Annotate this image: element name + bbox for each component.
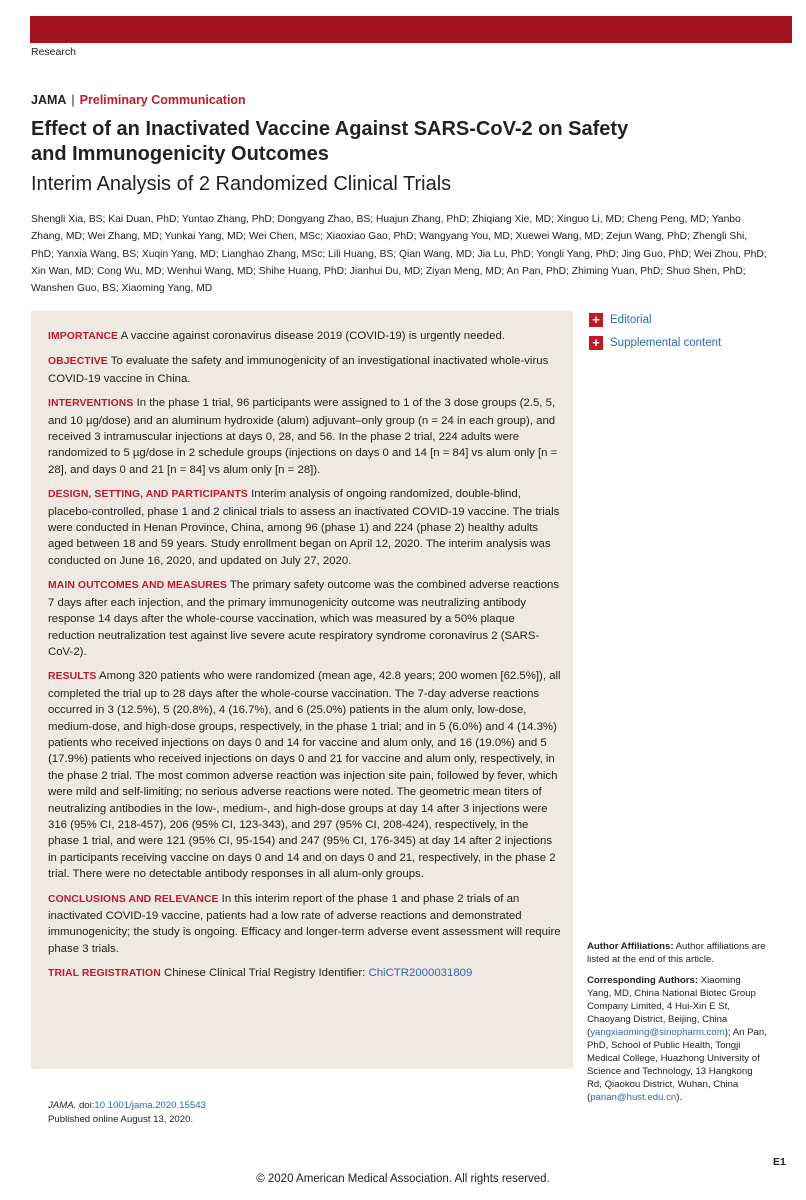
corresponding-text-1-end: ); [724,1027,731,1038]
abstract-outcomes-text: The primary safety outcome was the combined adverse reactions 7 days after each injection, and the primary immunogenicity outcome was neutralizing antibody response 14 days after the whole-course vaccination, which was measured by a 50% plaque reduction neutralization test against live severe acute respiratory syndrome coronavirus 2 (SARS-CoV-2). [48,579,560,658]
citation [48,1099,206,1127]
plus-icon: + [589,336,603,350]
abstract-objective-head: OBJECTIVE [48,356,108,368]
corresponding-email-2[interactable]: panan@hust.edu.cn [590,1092,677,1103]
abstract-interventions [48,395,561,478]
abstract-importance-text: A vaccine against coronavirus disease 2019 (COVID-19) is urgently needed. [120,330,505,342]
abstract-objective [48,353,561,387]
abstract-outcomes-head: MAIN OUTCOMES AND MEASURES [48,580,227,592]
abstract-outcomes [48,577,561,660]
corresponding-head: Corresponding Authors: [587,975,699,986]
section-label: Research [31,46,76,58]
editorial-link-label: Editorial [610,314,652,326]
abstract-conclusions-text: In this interim report of the phase 1 and phase 2 trials of an inactivated COVID-19 vaccine, patients had a low rate of adverse reactions and demonstrated immunogenicity; the study is ongoing. Efficacy and longer-term adverse event assessment will require phase 3 trials. [48,892,561,955]
abstract-interventions-text: In the phase 1 trial, 96 participants were assigned to 1 of the 3 dose groups (2.5, 5, and 10 µg/dose) and an aluminum hydroxide (alum) adjuvant–only group (n = 24 in each group), and received 3 intramuscular injections at days 0, 28, and 56. In the phase 2 trial, 224 adults were randomized to 5 µg/dose in 2 schedule groups (injections on days 0 and 14 [n = 84] vs alum only [n = 28], and days 0 and 21 [n = 84] vs alum only [n = 28]). [48,397,558,476]
author-affiliations [587,940,767,1112]
doi-line [48,1099,206,1113]
affiliations-text: Author affiliations are listed at the end of this article. [587,941,766,965]
abstract-design-head: DESIGN, SETTING, AND PARTICIPANTS [48,489,248,501]
doi-link[interactable]: 10.1001/jama.2020.15543 [94,1100,206,1111]
journal-name: JAMA [31,93,67,107]
abstract-importance-head: IMPORTANCE [48,331,119,342]
abstract-design [48,486,561,569]
abstract-conclusions-head: CONCLUSIONS AND RELEVANCE [48,893,219,905]
trial-registry-link[interactable]: ChiCTR2000031809 [368,967,473,980]
abstract-design-text: Interim analysis of ongoing randomized, double-blind, placebo-controlled, phase 1 and 2 clinical trials to assess an inactivated COVID-19 vaccine. The trials were conducted in Henan Province, China, among 96 (phase 1) and 224 (phase 2) healthy adults aged between 18 and 59 years. Study enrollment began on April 12, 2020. The interim analysis was conducted on June 16, 2020, and updated on July 27, 2020. [48,488,560,567]
corresponding-text-2-end: ). [676,1092,683,1103]
abstract-objective-text: To evaluate the safety and immunogenicity of an investigational inactivated whole-virus COVID-19 vaccine in China. [48,355,549,385]
abstract-interventions-head: INTERVENTIONS [48,398,134,410]
abstract-registration [48,965,561,982]
corresponding-text-1: Xiaoming Yang, MD, China National Biotec Group Company Limited, 4 Hui-Xin E St, Chaoyang District, Beijing, China ( [587,975,756,1038]
header-bar [30,16,792,43]
author-list: Shengli Xia, BS; Kai Duan, PhD; Yuntao Zhang, PhD; Dongyang Zhao, BS; Huajun Zhang, PhD; Zhiqiang Xie, MD; Xinguo Li, MD; Cheng Peng, MD; Yanbo Zhang, MD; Wei Zhang, MD; Yunkai Yang, MD; Wei Chen, MSc; Xiaoxiao Gao, PhD; Wangyang You, MD; Xuewei Wang, MD; Zejun Wang, PhD; Zhengli Shi, PhD; Yanxia Wang, BS; Xuqin Yang, MD; Lianghao Zhang, MSc; Lili Huang, BS; Qian Wang, MD; Jia Lu, PhD; Yongli Yang, PhD; Jing Guo, PhD; Wei Zhou, PhD; Xin Wan, MD; Cong Wu, MD; Wenhui Wang, MD; Shihe Huang, PhD; Jianhui Du, MD; Ziyan Meng, MD; An Pan, PhD; Zhiming Yuan, PhD; Shuo Shen, PhD; Wanshen Guo, BS; Xiaoming Yang, MD [31,214,767,295]
affiliations-head: Author Affiliations: [587,941,674,952]
corresponding-authors [587,974,767,1104]
editorial-link[interactable] [589,313,721,327]
supplemental-content-link[interactable] [589,336,721,350]
journal-abbrev: JAMA. [48,1100,77,1111]
corresponding-text-2: An Pan, PhD, School of Public Health, Tongji Medical College, Huazhong University of Science and Technology, 13 Hangkong Rd, Qiaokou District, Wuhan, China ( [587,1027,767,1103]
journal-separator: | [71,93,75,107]
supplemental-content-link-label: Supplemental content [610,337,722,349]
corresponding-email-1[interactable]: yangxiaoming@sinopharm.com [590,1027,725,1038]
journal-line [31,93,246,107]
abstract-conclusions [48,891,561,958]
abstract-results-text: Among 320 patients who were randomized (mean age, 42.8 years; 200 women [62.5%]), all completed the trial up to 28 days after the whole-course vaccination. The 7-day adverse reactions occurred in 3 (12.5%), 5 (20.8%), 4 (16.7%), and 6 (25.0%) patients in the alum only, low-dose, medium-dose, and high-dose groups, respectively, in the phase 1 trial; and in 5 (6.0%) and 4 (14.3%) patients who received injections on days 0 and 14 for vaccine and alum only, and 16 (19.0%) and 5 (17.9%) patients who received injections on days 0 and 21 for vaccine and alum only, respectively, in the phase 2 trial. The most common adverse reaction was injection site pain, followed by fever, which were mild and self-limiting; no serious adverse reactions were noted. The geometric mean titers of neutralizing antibodies in the low-, medium-, and high-dose groups at day 14 after 3 injections were 316 (95% CI, 218-457), 206 (95% CI, 123-343), and 297 (95% CI, 208-424), respectively, in the phase 1 trial, and were 121 (95% CI, 95-154) and 247 (95% CI, 176-345) at day 14 after 2 injections in participants receiving vaccine on days 0 and 14 and on days 0 and 21, respectively, in the phase 2 trial. There were no detectable antibody responses in all alum-only groups. [48,670,561,881]
copyright: © 2020 American Medical Association. All rights reserved. [256,1173,550,1185]
doi-prefix: doi: [78,1100,95,1111]
abstract-registration-head: TRIAL REGISTRATION [48,968,161,980]
page-number: E1 [773,1156,786,1168]
affiliations-note [587,940,767,966]
plus-icon: + [589,313,603,327]
side-links [589,313,721,359]
abstract-box [31,311,573,1069]
abstract-results [48,668,561,882]
abstract-results-head: RESULTS [48,671,97,683]
article-type: Preliminary Communication [79,93,246,107]
published-date: Published online August 13, 2020. [48,1114,194,1125]
abstract-registration-text: Chinese Clinical Trial Registry Identifier: [164,967,366,980]
article-subtitle: Interim Analysis of 2 Randomized Clinical Trials [31,173,452,195]
article-title: Effect of an Inactivated Vaccine Against SARS-CoV-2 on Safety and Immunogenicity Outcomes [31,118,629,165]
abstract-importance [48,328,561,345]
